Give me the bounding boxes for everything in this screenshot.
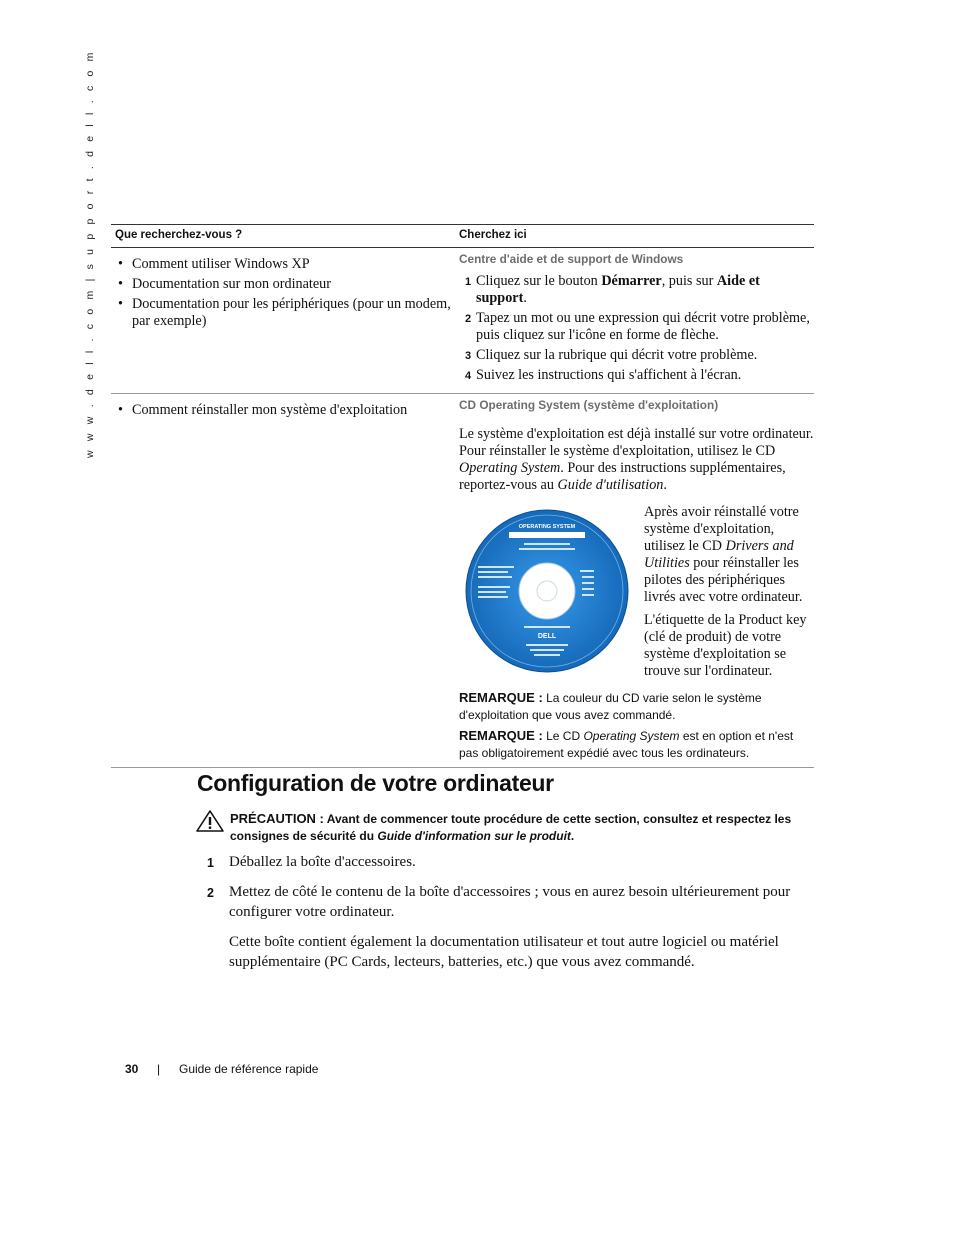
step-number: 2 <box>207 886 214 900</box>
list-item: • Documentation sur mon ordinateur <box>115 276 455 293</box>
bullet-list <box>115 248 455 330</box>
step-item <box>459 367 814 384</box>
warning-icon <box>196 810 224 832</box>
step-number: 3 <box>465 350 472 362</box>
caution-label: PRÉCAUTION : <box>230 811 324 826</box>
step-text: Cliquez sur le bouton <box>476 273 602 289</box>
step-text: Cliquez sur la rubrique qui décrit votre problème. <box>476 347 758 363</box>
para-text: Le système d'exploitation est déjà installé sur votre ordinateur. Pour réinstaller le système d'exploitation, utilisez le CD <box>459 426 814 459</box>
note-text: Le CD <box>542 729 584 743</box>
note-italic: Operating System <box>583 729 680 743</box>
cd-image <box>464 508 630 674</box>
step-number: 1 <box>207 856 214 870</box>
step-list <box>459 273 814 393</box>
step-item <box>459 347 814 364</box>
step-number: 4 <box>465 370 472 382</box>
note-2 <box>459 727 809 762</box>
caution-body: Avant de commencer toute procédure de cette section, consultez et respectez les consignes de sécurité du <box>230 812 792 843</box>
page-title: Configuration de votre ordinateur <box>197 770 554 796</box>
step-text: Suivez les instructions qui s'affichent à l'écran. <box>476 367 742 383</box>
cd-brand-logo: DELL <box>537 633 557 640</box>
help-support-label: Aide et support <box>476 273 760 306</box>
step-item <box>205 852 815 872</box>
section-heading: Centre d'aide et de support de Windows <box>459 252 684 266</box>
cd-label-top: OPERATING SYSTEM <box>518 524 576 530</box>
step-item <box>205 882 815 922</box>
page-footer <box>125 1062 319 1076</box>
column-header-question: Que recherchez-vous ? <box>111 225 455 248</box>
reference-table <box>111 224 814 768</box>
footer-title: Guide de référence rapide <box>179 1062 319 1076</box>
note-text: La couleur du CD varie selon le système d'exploitation que vous avez commandé. <box>459 691 762 722</box>
step-text: , puis sur <box>661 273 717 289</box>
cd-text-1 <box>644 504 816 606</box>
table-row <box>111 248 814 394</box>
step-text: Déballez la boîte d'accessoires. <box>229 854 416 870</box>
side-url: w w w . d e l l . c o m | s u p p o r t . d e l l . c o m <box>84 49 96 458</box>
setup-steps <box>205 852 815 972</box>
bullet-list <box>115 394 455 419</box>
cd-block <box>459 504 814 689</box>
step-text: Mettez de côté le contenu de la boîte d'accessoires ; vous en aurez besoin ultérieurement pour configurer votre ordinateur. <box>229 884 791 920</box>
cd-text: pour réinstaller les pilotes des périphériques livrés avec votre ordinateur. <box>644 555 803 605</box>
caution-italic: Guide d'information sur le produit <box>377 829 571 843</box>
list-item: • Comment utiliser Windows XP <box>115 256 455 273</box>
para-text: . Pour des instructions supplémentaires, reportez-vous au <box>459 460 786 493</box>
step-text: Tapez un mot ou une expression qui décrit votre problème, puis cliquez sur l'icône en forme de flèche. <box>476 310 810 343</box>
para-text: . <box>663 477 667 493</box>
caution-text <box>230 810 806 845</box>
list-item: • Documentation pour les périphériques (pour un modem, par exemple) <box>115 296 455 330</box>
os-paragraph <box>459 426 814 494</box>
footer-separator: | <box>157 1062 161 1076</box>
step-item <box>459 310 814 344</box>
para-italic: Operating System <box>459 460 561 476</box>
column-header-location: Cherchez ici <box>455 225 814 248</box>
table-row <box>111 394 814 768</box>
step-item <box>459 273 814 307</box>
step-number: 2 <box>465 313 472 325</box>
step-text: . <box>523 290 527 306</box>
cd-text: Après avoir réinstallé votre système d'exploitation, utilisez le CD <box>644 504 799 554</box>
caution-body: . <box>570 829 575 843</box>
step-number: 1 <box>465 276 472 288</box>
note-label: REMARQUE : <box>459 728 543 743</box>
cd-description <box>644 504 816 686</box>
cd-italic: Drivers and Utilities <box>644 538 794 571</box>
note-text: est en option et n'est pas obligatoirement expédié avec tous les ordinateurs. <box>459 729 794 760</box>
note-label: REMARQUE : <box>459 690 543 705</box>
start-button-label: Démarrer <box>601 273 662 289</box>
page-number: 30 <box>125 1062 139 1076</box>
caution-block <box>196 810 806 845</box>
cd-text-2: L'étiquette de la Product key (clé de produit) de votre système d'exploitation se trouve sur l'ordinateur. <box>644 612 807 679</box>
list-item: • Comment réinstaller mon système d'exploitation <box>115 402 455 419</box>
section-heading: CD Operating System (système d'exploitation) <box>459 398 719 412</box>
note-1 <box>459 689 809 724</box>
accessory-box-paragraph: Cette boîte contient également la documentation utilisateur et tout autre logiciel ou matériel supplémentaire (PC Cards, lecteurs, batteries, etc.) que vous avez commandé. <box>229 934 779 970</box>
para-italic: Guide d'utilisation <box>557 477 664 493</box>
